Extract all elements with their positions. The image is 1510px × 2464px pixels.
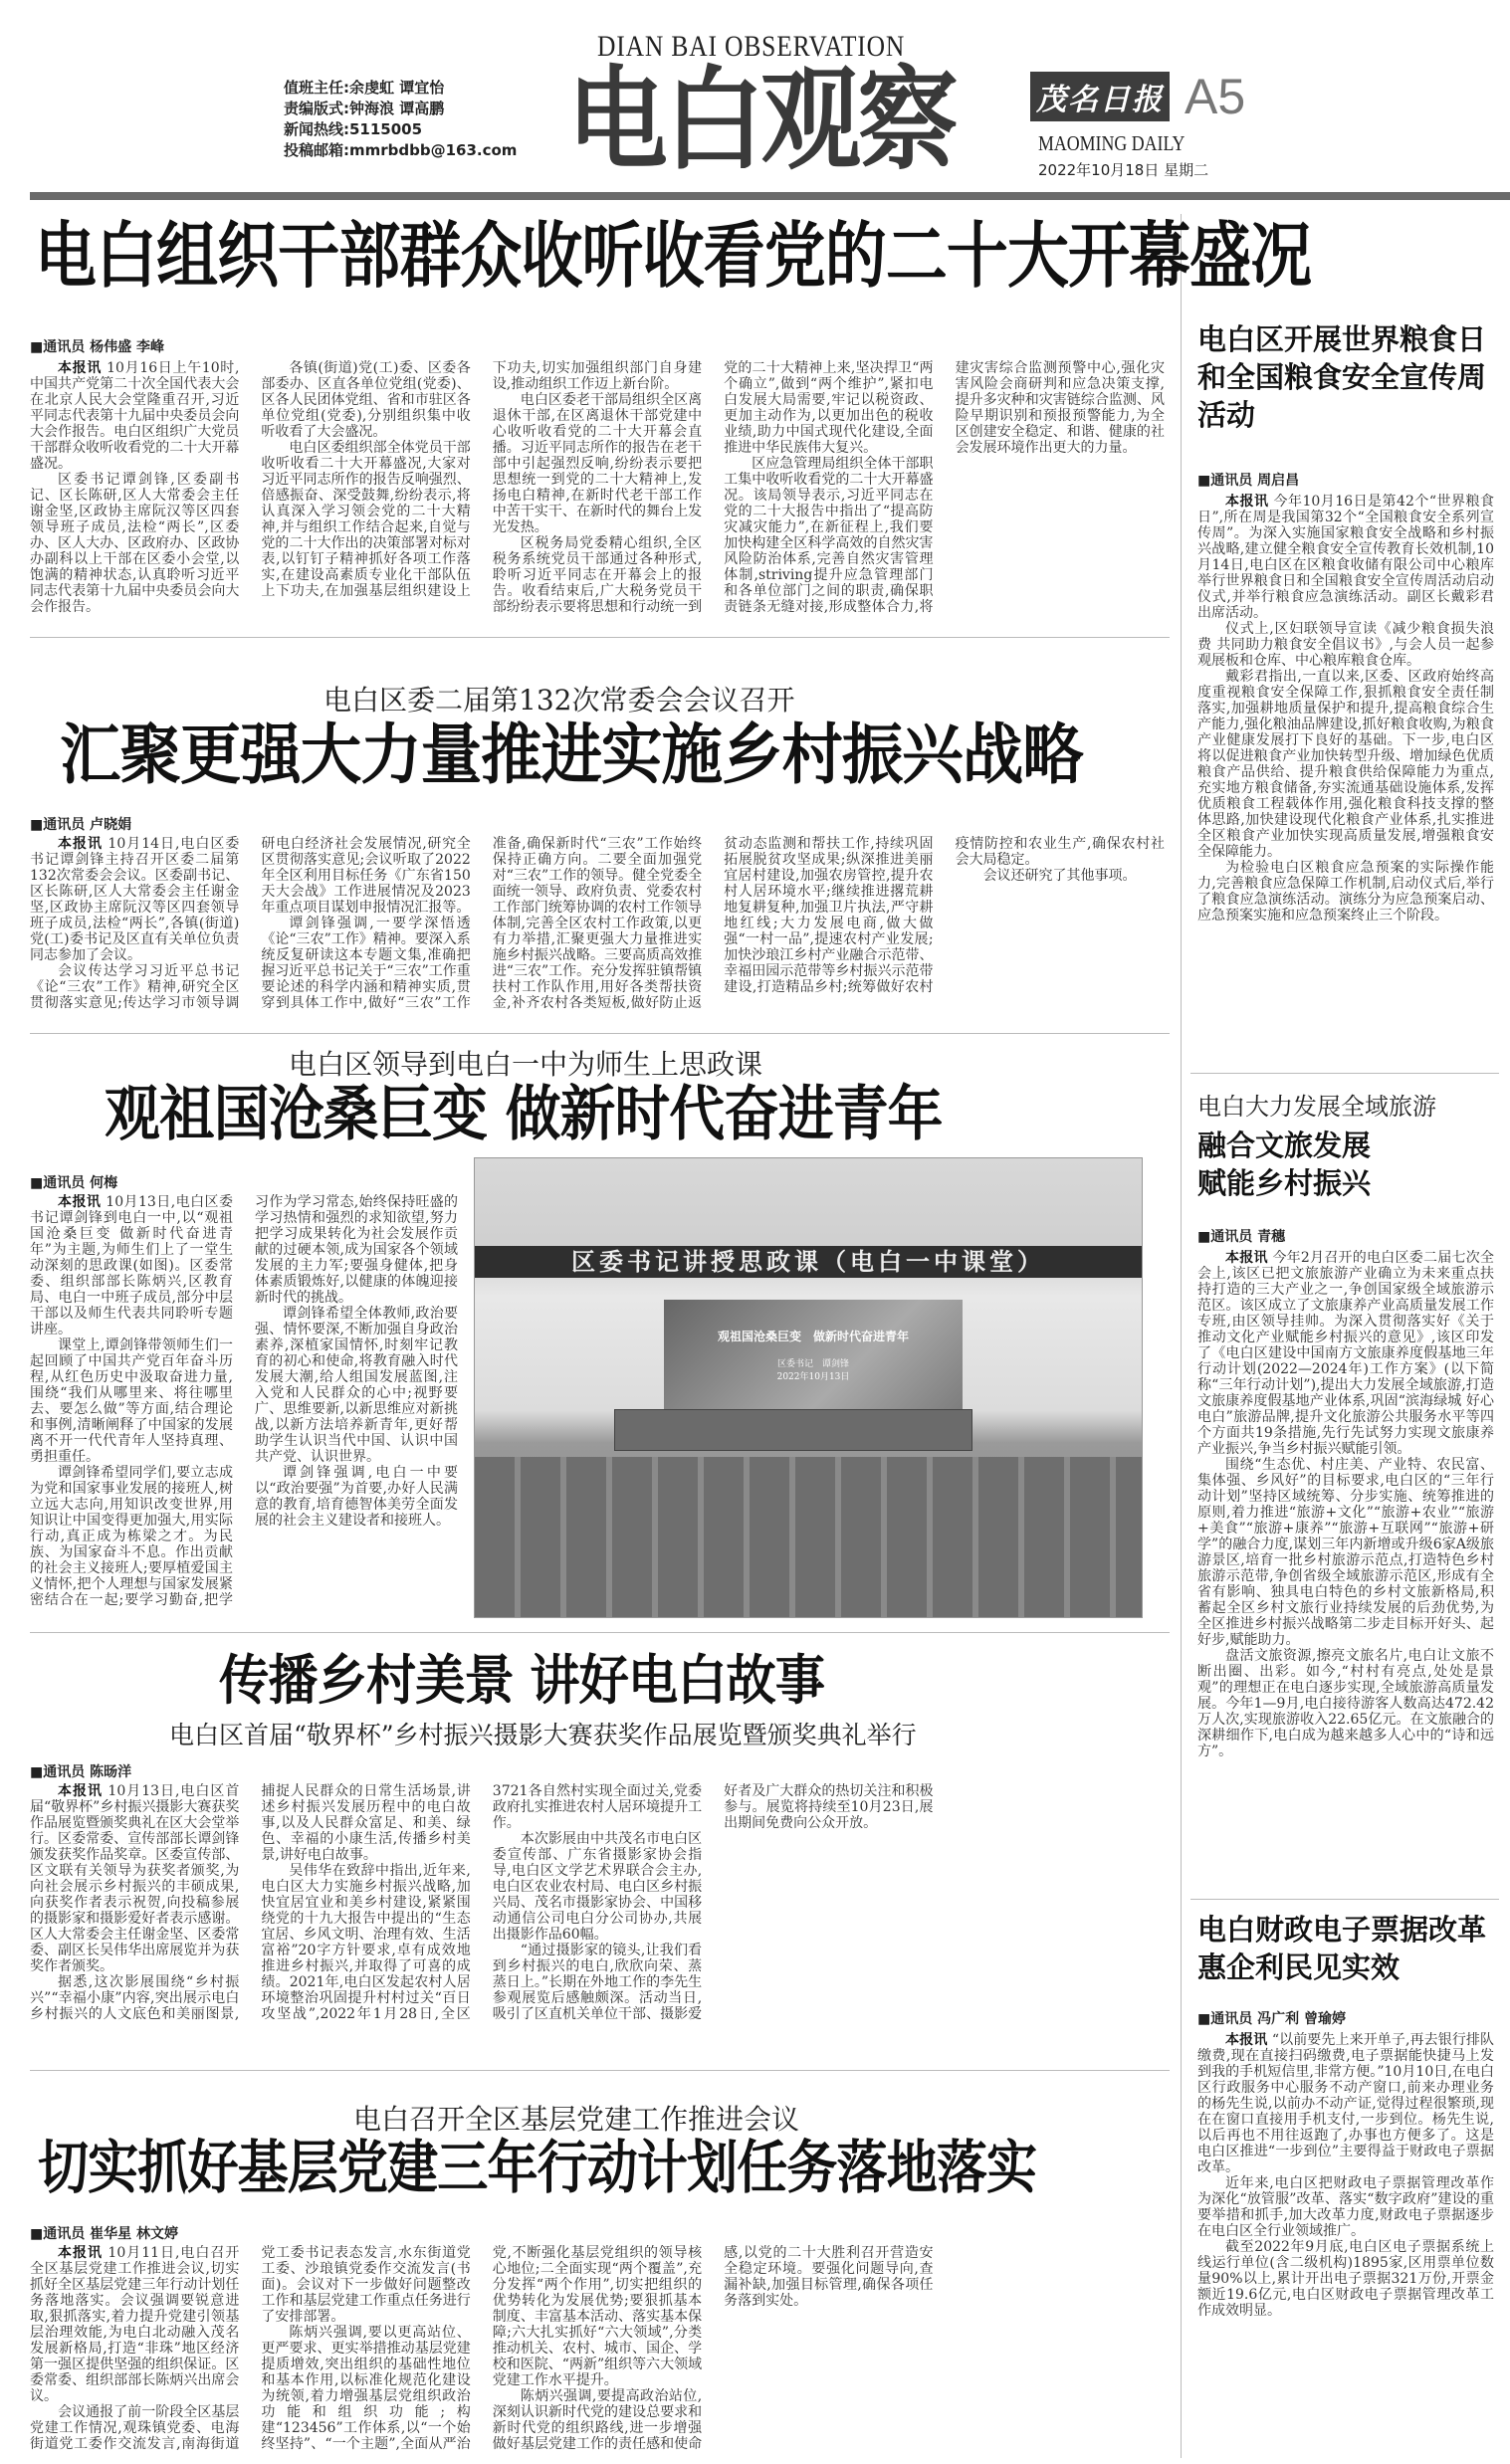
paragraph: 围绕“生态优、村庄美、产业特、农民富、集体强、乡风好”的目标要求,电白区的“三年行动计划”坚持区域统筹、分步实施、统筹推进的原则,着力推进“旅游+文化”“旅游+农业”“旅游+美食”“旅游+康养”“旅游+互联网”“旅游+研学”的融合力度,谋划三年内新增或升级6家A级旅游景区,培育一批乡村旅游示范点,打造特色乡村旅游示范带,争创省级全域旅游示范区,形成有全省有影响、独具电白特色的乡村文旅新格局,积蓄起全区乡村文旅行业持续发展的后劲优势,为全区推进乡村振兴战略第二步走目标开好头、起好步,赋能助力。 bbox=[1197, 1457, 1494, 1648]
article-headline: 切实抓好基层党建三年行动计划任务落地落实 bbox=[38, 2134, 1037, 2201]
paragraph: 10月16日上午10时,中国共产党第二十次全国代表大会在北京人民大会堂隆重召开,习近平同志代表第十九届中央委员会向大会作报告。电白区组织广大党员干部群众收听收看党的二十大开幕盛况。 bbox=[30, 360, 240, 472]
paragraph: 10月14日,电白区委书记谭剑锋主持召开区委二届第132次常委会会议。区委副书记、区长陈研,区人大常委会主任谢金坚,区政协主席阮汉等区四套领导班子成员,法检“两长”,各镇(街道)党(工)委书记及区直有关单位负责同志参加了会议。 bbox=[30, 836, 240, 963]
lead-label: 本报讯 bbox=[1225, 494, 1269, 510]
lead-label: 本报讯 bbox=[1225, 2032, 1268, 2048]
issue-date: 2022年10月18日 星期二 bbox=[1038, 161, 1209, 179]
photo-screen: 观祖国沧桑巨变 做新时代奋进青年 区委书记 谭剑锋 2022年10月13日 bbox=[664, 1300, 963, 1429]
article-kicker: 电白召开全区基层党建工作推进会议 bbox=[353, 2103, 800, 2136]
article-headline: 传播乡村美景 讲好电白故事 bbox=[219, 1648, 825, 1712]
paragraph: 10月13日,电白区委书记谭剑锋到电白一中,以“观祖国沧桑巨变 做新时代奋进青年”为主题,为师生们上了一堂生动深刻的思政课(如图)。区委常委、组织部部长陈炳兴,区教育局、电白一中班子成员,部分中层干部以及师生代表共同聆听专题讲座。 bbox=[30, 1194, 233, 1337]
sidebar-kicker: 电白大力发展全域旅游 bbox=[1197, 1093, 1436, 1121]
paragraph: 近年来,电白区把财政电子票据管理改革作为深化“放管服”改革、落实“数字政府”建设的重要举措和抓手,加大改革力度,财政电子票据逐步在电白区全行业领域推广。 bbox=[1197, 2175, 1494, 2239]
sidebar-headline: 电白区开展世界粮食日和全国粮食安全宣传周活动 bbox=[1197, 322, 1487, 432]
article-body bbox=[30, 2245, 1165, 2456]
paragraph: 吴伟华在致辞中指出,近年来,电白区大力实施乡村振兴战略,加快宜居宜业和美乡村建设,紧紧围绕党的十九大报告中提出的“生态宜居、乡风文明、治理有效、生活富裕”20字方针要求,卓有成效地推进乡村振兴,并取得了可喜的成绩。2021年,电白区发起农村人居环境整治巩固提升村村过关“百日攻坚战”,2022年1月28日,全区3721各自然村实现全面过关,党委政府扎实推进农村人居环境提升工作。 bbox=[261, 1783, 703, 2022]
lead-label: 本报讯 bbox=[58, 1194, 102, 1210]
article-headline: 汇聚更强大力量推进实施乡村振兴战略 bbox=[60, 716, 1083, 793]
lead-label: 本报讯 bbox=[1225, 1250, 1268, 1266]
article-body bbox=[1197, 494, 1494, 1056]
article-headline: 观祖国沧桑巨变 做新时代奋进青年 bbox=[105, 1080, 943, 1149]
paper-logo: 茂名日报 bbox=[1030, 72, 1170, 121]
article-body bbox=[1197, 2032, 1494, 2456]
photo-banner: 区委书记讲授思政课（电白一中课堂） bbox=[475, 1246, 1142, 1278]
sidebar-headline: 电白财政电子票据改革惠企利民见实效 bbox=[1197, 1913, 1487, 1984]
paragraph: 各镇(街道)党(工)委、区委各部委办、区直各单位党组(党委)、区各人民团体党组、省和市驻区各单位党组(党委),分别组织集中收听收看了大会盛况。 bbox=[261, 360, 471, 440]
article-divider bbox=[30, 1033, 1170, 1034]
paragraph: 电白区委老干部局组织全区离退休干部,在区离退休干部党建中心收听收看党的二十大开幕会直播。习近平同志所作的报告在老干部中引起强烈反响,纷纷表示要把思想统一到党的二十大精神上,发扬电白精神,在新时代老干部工作中苦干实干、在新时代的舞台上发光发热。 bbox=[492, 392, 703, 535]
article-kicker: 电白区委二届第132次常委会会议召开 bbox=[324, 684, 795, 717]
article-byline: ■通讯员 青穗 bbox=[1197, 1229, 1286, 1245]
photo-stage bbox=[614, 1409, 972, 1451]
paragraph: 谭剑锋强调,电白一中要以“政治要强”为首要,办好人民满意的教育,培育德智体美劳全面发展的社会主义建设者和接班人。 bbox=[255, 1465, 458, 1529]
lead-label: 本报讯 bbox=[58, 1783, 103, 1799]
paragraph: 据悉,这次影展围绕“乡村振兴”“幸福小康”内容,突出展示电白乡村振兴的人文底色和美丽图景,捕捉人民群众的日常生活场景,讲述乡村振兴发展历程中的电白故事,以及人民群众富足、和美、绿色、幸福的小康生活,传播乡村美景,讲好电白故事。 bbox=[30, 1783, 471, 2022]
paragraph: 10月11日,电白召开全区基层党建工作推进会议,切实抓好全区基层党建三年行动计划任务落地落实。会议强调要锐意进取,狠抓落实,着力提升党建引领基层治理效能,为电白北动融入茂名发展新格局,打造“非珠”地区经济第一强区提供坚强的组织保证。区委常委、组织部部长陈炳兴出席会议。 bbox=[30, 2245, 240, 2404]
paragraph: 会议还研究了其他事项。 bbox=[982, 868, 1137, 884]
paragraph: 课堂上,谭剑锋带领师生们一起回顾了中国共产党百年奋斗历程,从红色历史中汲取奋进力量,围绕“我们从哪里来、将往哪里去、要怎么做”等方面,结合理论和事例,清晰阐释了中国家的发展离不开一代代青年人坚持真理、勇担重任。 bbox=[30, 1337, 233, 1465]
lead-label: 本报讯 bbox=[58, 2245, 103, 2261]
paragraph: 陈炳兴强调,要以更高站位、更严要求、更实举措推动基层党建提质增效,突出组织的基础性地位和基本作用,以标准化规范化建设为统领,着力增强基层党组织政治功能和组织功能;构建“123456”工作体系,以“一个始终坚持”、“一个主题”,全面从严治党,不断强化基层党组织的领导核心地位;二全面实现“两个覆盖”,充分发挥“两个作用”,切实把组织的优势转化为发展优势;要狠抓基本制度、丰富基本活动、落实基本保障;六大扎实抓好“六大领域”,分类推动机关、农村、城市、国企、学校和医院、“两新”组织等六大领域党建工作水平提升。 bbox=[261, 2245, 703, 2452]
article-body bbox=[1197, 1250, 1494, 1887]
article-subtitle: 电白区首届“敬界杯”乡村振兴摄影大赛获奖作品展览暨颁奖典礼举行 bbox=[169, 1721, 917, 1749]
article-kicker: 电白区领导到电白一中为师生上思政课 bbox=[289, 1048, 763, 1081]
article-body bbox=[30, 836, 1165, 1020]
paragraph: 戴彩君指出,一直以来,区委、区政府始终高度重视粮食安全保障工作,狠抓粮食安全责任制落实,加强耕地质量保护和提升,提高粮食综合生产能力,强化粮油品牌建设,抓好粮食收购,为粮食产业健康发展打下良好的基础。下一步,电白区将以促进粮食产业加快转型升级、增加绿色优质粮食产品供给、提升粮食供给保障能力为重点,充实地方粮食储备,夯实流通基础设施体系,发挥优质粮食工程载体作用,强化粮食科技支撑的整体思路,加快建设现代化粮食产业体系,扎实推进全区粮食产业加快实现高质量发展,增强粮食安全保障能力。 bbox=[1197, 669, 1494, 860]
paragraph: 截至2022年9月底,电白区电子票据系统上线运行单位(含二级机构)1895家,区用票单位数量90%以上,累计开出电子票据321万份,开票金额近19.6亿元,电白区财政电子票据管理改革工作成效明显。 bbox=[1197, 2239, 1494, 2319]
article-byline: ■通讯员 何梅 bbox=[30, 1175, 118, 1191]
paragraph: 会议通报了前一阶段全区基层党建工作情况,观珠镇党委、电海街道党工委作交流发言,南海街道党工委书记表态发言,水东街道党工委、沙琅镇党委作交流发言(书面)。会议对下一步做好问题整改工作和基层党建工作重点任务进行了安排部署。 bbox=[30, 2245, 471, 2452]
credit-line: 责编版式:钟海浪 谭高鹏 bbox=[284, 100, 445, 117]
article-byline: ■通讯员 崔华星 林文婷 bbox=[30, 2226, 178, 2242]
article-byline: ■通讯员 冯广利 曾瑜婷 bbox=[1197, 2011, 1346, 2027]
paragraph: 盘活文旅资源,擦亮文旅名片,电白让文旅不断出圈、出彩。如今,“村村有亮点,处处是景观”的理想正在电白逐步实现,全域旅游高质量发展。今年1—9月,电白接待游客人数高达472.42万人次,实现旅游收入22.65亿元。在文旅融合的深耕细作下,电白成为越来越多人心中的“诗和远方”。 bbox=[1197, 1648, 1494, 1759]
column-divider bbox=[1181, 214, 1182, 2458]
photo-audience bbox=[475, 1457, 1142, 1618]
paragraph: 今年2月召开的电白区委二届七次全会上,该区已把文旅旅游产业确立为未来重点扶持打造的三大产业之一,争创国家级全域旅游示范区。该区成立了文旅康养产业高质量发展工作专班,由区领导挂帅。为深入贯彻落实好《关于推动文化产业赋能乡村振兴的意见》,该区印发了《电白区建设中国南方文旅康养度假基地三年行动计划(2022—2024年)工作方案》(以下简称“三年行动计划”),提出大力发展全域旅游,打造文旅康养度假基地产业体系,巩固“滨海绿城 好心电白”旅游品牌,提升文化旅游公共服务水平等四个方面共19条措施,先行先试努力实现文旅康养产业振兴,争当乡村振兴赋能引领。 bbox=[1197, 1250, 1494, 1457]
article-body bbox=[30, 360, 1165, 624]
article-divider bbox=[1190, 1073, 1499, 1074]
section-masthead-title: 电白观察 bbox=[567, 55, 955, 185]
article-divider bbox=[1190, 1899, 1499, 1900]
lead-label: 本报讯 bbox=[58, 836, 103, 852]
paragraph: 仪式上,区妇联领导宣读《减少粮食损失浪费 共同助力粮食安全倡议书》,与会人员一起参观展板和仓库、中心粮库粮食仓库。 bbox=[1197, 621, 1494, 669]
paragraph: 谭剑锋希望全体教师,政治要强、情怀要深,不断加强自身政治素养,深植家国情怀,时刻牢记教育的初心和使命,将教育融入时代发展大潮,给人组国发展蓝图,注入党和人民群众的心中;视野要广、思维要新,以新思维应对新挑战,以新方法培养新青年,更好帮助学生认识当代中国、认识中国共产党、认识世界。 bbox=[255, 1306, 458, 1465]
article-byline: ■通讯员 周启昌 bbox=[1197, 473, 1300, 489]
credit-line: 新闻热线:5115005 bbox=[284, 120, 423, 138]
page-number: A5 bbox=[1185, 69, 1246, 124]
article-divider bbox=[30, 1632, 1170, 1633]
paragraph: 今年10月16日是第42个“世界粮食日”,所在周是我国第32个“全国粮食安全系列宣传周”。为深入实施国家粮食安全战略和乡村振兴战略,建立健全粮食安全宣传教育长效机制,10月14日,电白区在区粮食收储有限公司中心粮库举行世界粮食日和全国粮食安全宣传周活动启动仪式,并举行粮食应急演练活动。副区长戴彩君出席活动。 bbox=[1197, 494, 1494, 621]
paragraph: 区应急管理局组织全体干部职工集中收听收看党的二十大开幕盛况。该局领导表示,习近平同志在党的二十大报告中指出了“提高防灾减灾能力”,在新征程上,我们要加快构建全区科学高效的自然灾害风险防治体系,完善自然灾害管理体制,striving提升应急管理部门和各单位部门之间的职责,确保职责链条无缝对接,形成整体合力,将建灾害综合监测预警中心,强化灾害风险会商研判和应急决策支撑,提升多灾种和灾害链综合监测、风险早期识别和预报预警能力,为全区创建安全稳定、和谐、健康的社会发展环境作出更大的力量。 bbox=[724, 360, 1165, 615]
paragraph: 10月13日,电白区首届“敬界杯”乡村振兴摄影大赛获奖作品展览暨颁奖典礼在区大会堂举行。区委常委、宣传部部长谭剑锋颁发获奖作品奖章。区委宣传部、区文联有关领导为获奖者颁奖,为向社会展示乡村振兴的丰硕成果,向获奖作者表示祝贺,向投稿参展的摄影家和摄影爱好者表示感谢。区人大常委会主任谢金坚、区委常委、副区长吴伟华出席展览并为获奖作者颁奖。 bbox=[30, 1783, 240, 1974]
paragraph: 为检验电白区粮食应急预案的实际操作能力,完善粮食应急保障工作机制,启动仪式后,举行了粮食应急演练活动。演练分为应急预案启动、应急预案实施和应急预案终止三个阶段。 bbox=[1197, 860, 1494, 924]
paper-english-name: MAOMING DAILY bbox=[1038, 131, 1186, 155]
article-byline: ■通讯员 杨伟盛 李峰 bbox=[30, 339, 164, 355]
paragraph: 区税务局党委精心组织,全区税务系统党员干部通过各种形式,聆听习近平同志在开幕会上的报告。收看结束后,广大税务党员干部纷纷表示要将思想和行动统一到党的二十大精神上来,坚决捍卫“两个确立”,做到“两个维护”,紧扣电白发展大局需要,牢记以税资政、更加主动作为,以更加出色的税收业绩,助力中国式现代化建设,全面推进中华民族伟大复兴。 bbox=[492, 360, 934, 615]
article-byline: ■通讯员 卢晓娟 bbox=[30, 817, 132, 833]
credit-line: 投稿邮箱:mmrbdbb@163.com bbox=[284, 141, 518, 159]
paragraph: 本次影展由中共茂名市电白区委宣传部、广东省摄影家协会指导,电白区文学艺术界联合会主办,电白区农业农村局、电白区乡村振兴局、茂名市摄影家协会、中国移动通信公司电白分公司协办,共展出摄影作品60幅。 bbox=[492, 1831, 703, 1943]
paragraph: 陈炳兴强调,要提高政治站位,深刻认识新时代党的建设总要求和新时代党的组织路线,进一步增强做好基层党建工作的责任感和使命感,以党的二十大胜利召开营造安全稳定环境。要强化问题导向,查漏补缺,加强目标管理,确保各项任务落到实处。 bbox=[492, 2245, 934, 2452]
paragraph: 区委书记谭剑锋,区委副书记、区长陈研,区人大常委会主任谢金坚,区政协主席阮汉等区四套领导班子成员,法检“两长”,区委办、区人大办、区政府办、区政协办副科以上干部在区委小会堂,以饱满的精神状态,认真聆听习近平同志代表第十九届中央委员会向大会作报告。 bbox=[30, 472, 240, 615]
editor-credits bbox=[284, 78, 517, 161]
paragraph: “通过摄影家的镜头,让我们看到乡村振兴的电白,欣欣向荣、蒸蒸日上。”长期在外地工作的李先生参观展览后感触颇深。活动当日,吸引了区直机关单位干部、摄影爱好者及广大群众的热切关注和积极参与。展览将持续至10月23日,展出期间免费向公众开放。 bbox=[492, 1783, 934, 2022]
article-byline: ■通讯员 陈旸洋 bbox=[30, 1764, 132, 1780]
article-body bbox=[30, 1783, 1165, 2032]
article-headline: 电白组织干部群众收听收看党的二十大开幕盛况 bbox=[35, 213, 1312, 298]
sidebar-headline: 融合文旅发展 赋能乡村振兴 bbox=[1197, 1129, 1372, 1200]
paragraph: “以前要先上来开单子,再去银行排队缴费,现在直接扫码缴费,电子票据能快捷马上发到我的手机短信里,非常方便。”10月10日,在电白区行政服务中心服务不动产窗口,前来办理业务的杨先生说,以前办不动产证,觉得过程很繁琐,现在在窗口直接用手机支付,一步到位。杨先生说,以后再也不用往返跑了,办事也方便多了。这是电白区推进“一步到位”主要得益于财政电子票据改革。 bbox=[1197, 2032, 1494, 2175]
paragraph: 谭剑锋强调,一要学深悟透《论“三农”工作》精神。要深入系统反复研读这本专题文集,准确把握习近平总书记关于“三农”工作重要论述的科学内涵和精神实质,贯穿到具体工作中,做好“三农”工作准备,确保新时代“三农”工作始终保持正确方向。二要全面加强党对“三农”工作的领导。健全党委全面统一领导、政府负责、党委农村工作部门统筹协调的农村工作领导体制,完善全区农村工作政策,以更有力举措,汇聚更强大力量推进实施乡村振兴战略。三要高质高效推进“三农”工作。充分发挥驻镇帮镇扶村工作队作用,用好各类帮扶资金,补齐农村各类短板,做好防止返贫动态监测和帮扶工作,持续巩固拓展脱贫攻坚成果;纵深推进美丽宜居村建设,加强农房管控,提升农村人居环境水平;继续推进撂荒耕地复耕复种,加强卫片执法,严守耕地红线;大力发展电商,做大做强“一村一品”,提速农村产业发展;加快沙琅江乡村产业融合示范带、幸福田园示范带等乡村振兴示范带建设,打造精品乡村;统筹做好农村疫情防控和农业生产,确保农村社会大局稳定。 bbox=[261, 836, 1165, 1011]
english-section-title: DIAN BAI OBSERVATION bbox=[597, 30, 906, 63]
credit-line: 值班主任:余虔虹 谭宜怡 bbox=[284, 79, 445, 97]
article-divider bbox=[30, 2070, 1170, 2071]
news-photo-lecture-hall bbox=[474, 1157, 1143, 1618]
header-divider bbox=[30, 192, 1510, 200]
article-divider bbox=[30, 637, 1170, 638]
lead-label: 本报讯 bbox=[58, 360, 103, 376]
article-body bbox=[30, 1194, 458, 1620]
paragraph: 谭剑锋希望同学们,要立志成为党和国家事业发展的接班人,树立远大志向,用知识改变世界,用知识让中国变得更加强大,用实际行动,真正成为栋梁之才。为民族、为国家奋斗不息。作出贡献的社会主义接班人;要厚植爱国主义情怀,把个人理想与国家发展紧密结合在一起;要学习勤奋,把学习作为学习常态,始终保持旺盛的学习热情和强烈的求知欲望,努力把学习成果转化为社会发展作贡献的过硬本领,成为国家各个领域发展的主力军;要强身健体,把身体素质锻炼好,以健康的体魄迎接新时代的挑战。 bbox=[30, 1194, 458, 1608]
paragraph: 电白区委组织部全体党员干部收听收看二十大开幕盛况,大家对习近平同志所作的报告反响强烈、倍感振奋、深受鼓舞,纷纷表示,将认真深入学习领会党的二十大精神,并与组织工作结合起来,自觉与党的二十大作出的决策部署对标对表,以钉钉子精神抓好各项工作落实,在建设高素质专业化干部队伍上下功夫,在加强基层组织建设上下功夫,切实加强组织部门自身建设,推动组织工作迈上新台阶。 bbox=[261, 360, 703, 599]
paragraph: 会议传达学习习近平总书记《论“三农”工作》精神,研究全区贯彻落实意见;传达学习市领导调研电白经济社会发展情况,研究全区贯彻落实意见;会议听取了2022年全区利用目标任务《广东省150天大会战》工作进展情况及2023年重点项目谋划申报情况汇报等。 bbox=[30, 836, 471, 1011]
